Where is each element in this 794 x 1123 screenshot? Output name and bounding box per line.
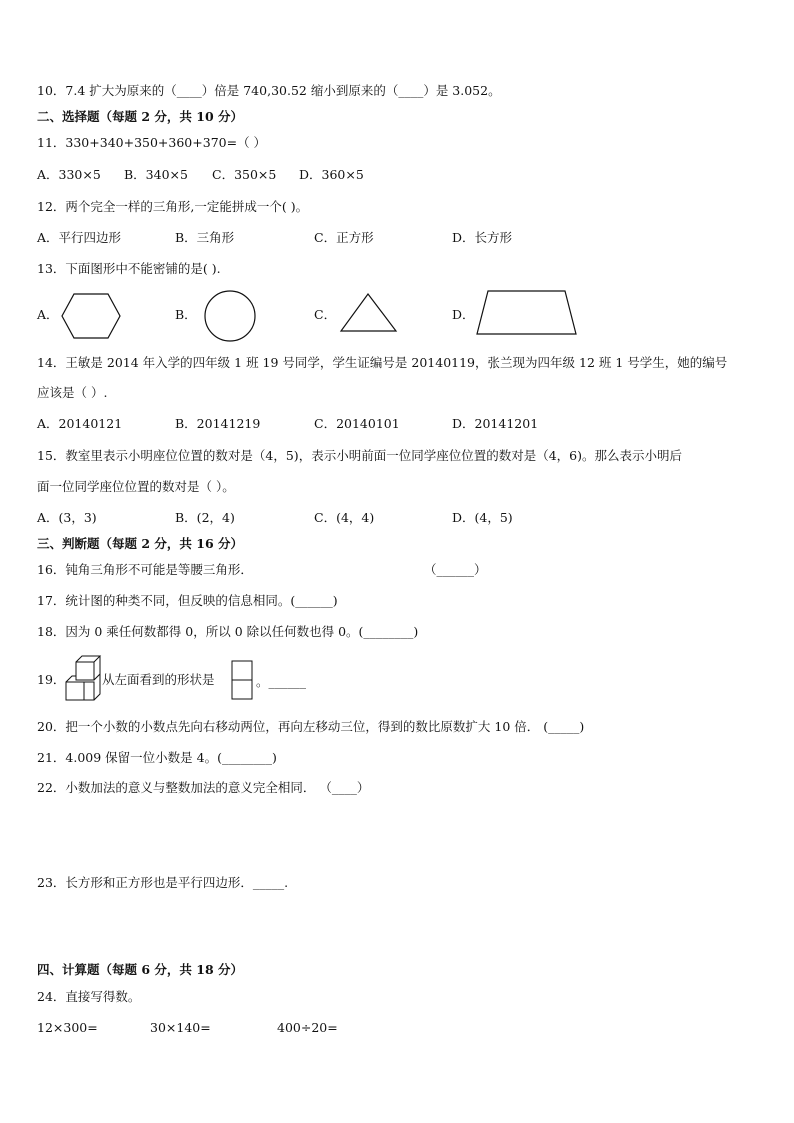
q11-option-d: D．360×5: [299, 167, 364, 182]
q24-item-2: 30×140=: [150, 1020, 211, 1035]
q15-option-d: D．(4，5): [452, 510, 513, 525]
question-19-number: 19．: [37, 672, 66, 687]
q13-option-b: B．: [175, 307, 197, 322]
question-21: 21．4.009 保留一位小数是 4。(________): [37, 750, 277, 765]
triangle-shape: [338, 292, 400, 334]
q15-option-b: B．(2，4): [175, 510, 235, 525]
q14-option-d: D．20141201: [452, 416, 539, 431]
question-19-answer: 。______: [256, 674, 307, 689]
q12-option-a: A．平行四边形: [37, 230, 122, 245]
q13-option-d: D．: [452, 307, 475, 322]
question-24-stem: 24．直接写得数。: [37, 989, 141, 1004]
question-12-stem: 12．两个完全一样的三角形,一定能拼成一个( )。: [37, 199, 309, 214]
q24-item-1: 12×300=: [37, 1020, 98, 1035]
q14-option-a: A．20140121: [37, 416, 123, 431]
section-heading-calculation: 四、计算题（每题 6 分，共 18 分）: [37, 962, 244, 977]
question-17: 17．统计图的种类不同，但反映的信息相同。(______): [37, 593, 338, 608]
question-18: 18．因为 0 乘任何数都得 0，所以 0 除以任何数也得 0。(________): [37, 624, 419, 639]
q12-option-c: C．正方形: [314, 230, 374, 245]
question-15-stem-line2: 面一位同学座位位置的数对是（ ）。: [37, 479, 235, 494]
trapezoid-shape: [474, 288, 580, 338]
q15-option-c: C．(4，4): [314, 510, 375, 525]
question-13-stem: 13．下面图形中不能密铺的是( ).: [37, 261, 221, 276]
q15-option-a: A．(3，3): [37, 510, 97, 525]
section-heading-choice: 二、选择题（每题 2 分，共 10 分）: [37, 109, 244, 124]
q16-answer-blank: （______）: [424, 562, 487, 577]
q14-option-b: B．20141219: [175, 416, 261, 431]
q12-option-b: B．三角形: [175, 230, 235, 245]
q11-option-c: C．350×5: [212, 167, 277, 182]
q12-option-d: D．长方形: [452, 230, 513, 245]
q13-option-c: C．: [314, 307, 337, 322]
question-20: 20．把一个小数的小数点先向右移动两位，再向左移动三位，得到的数比原数扩大 10 倍． (_____): [37, 719, 585, 734]
stacked-cubes-figure: [64, 654, 102, 704]
circle-shape: [202, 288, 258, 344]
section-heading-judgement: 三、判断题（每题 2 分，共 16 分）: [37, 536, 244, 551]
hexagon-shape: [60, 292, 122, 340]
question-22: 22．小数加法的意义与整数加法的意义完全相同． （____）: [37, 780, 370, 795]
question-15-stem-line1: 15．教室里表示小明座位位置的数对是（4，5)，表示小明前面一位同学座位位置的数对是（4，6)。那么表示小明后: [37, 448, 682, 463]
q11-option-a: A．330×5: [37, 167, 101, 182]
question-16: 16．钝角三角形不可能是等腰三角形．: [37, 562, 253, 577]
question-19-text: 从左面看到的形状是: [102, 672, 215, 687]
question-14-stem-line2: 应该是（ ）.: [37, 385, 108, 400]
question-14-stem-line1: 14．王敏是 2014 年入学的四年级 1 班 19 号同学，学生证编号是 20140119，张兰现为四年级 12 班 1 号学生，她的编号: [37, 355, 728, 370]
q24-item-3: 400÷20=: [277, 1020, 338, 1035]
question-23: 23．长方形和正方形也是平行四边形．_____.: [37, 875, 289, 890]
q11-option-b: B．340×5: [124, 167, 188, 182]
left-view-figure: [230, 659, 254, 701]
question-11-stem: 11．330+340+350+360+370=（ ）: [37, 135, 267, 150]
q13-option-a: A．: [37, 307, 59, 322]
question-10: 10．7.4 扩大为原来的（____）倍是 740,30.52 缩小到原来的（____）是 3.052。: [37, 83, 501, 98]
q14-option-c: C．20140101: [314, 416, 400, 431]
